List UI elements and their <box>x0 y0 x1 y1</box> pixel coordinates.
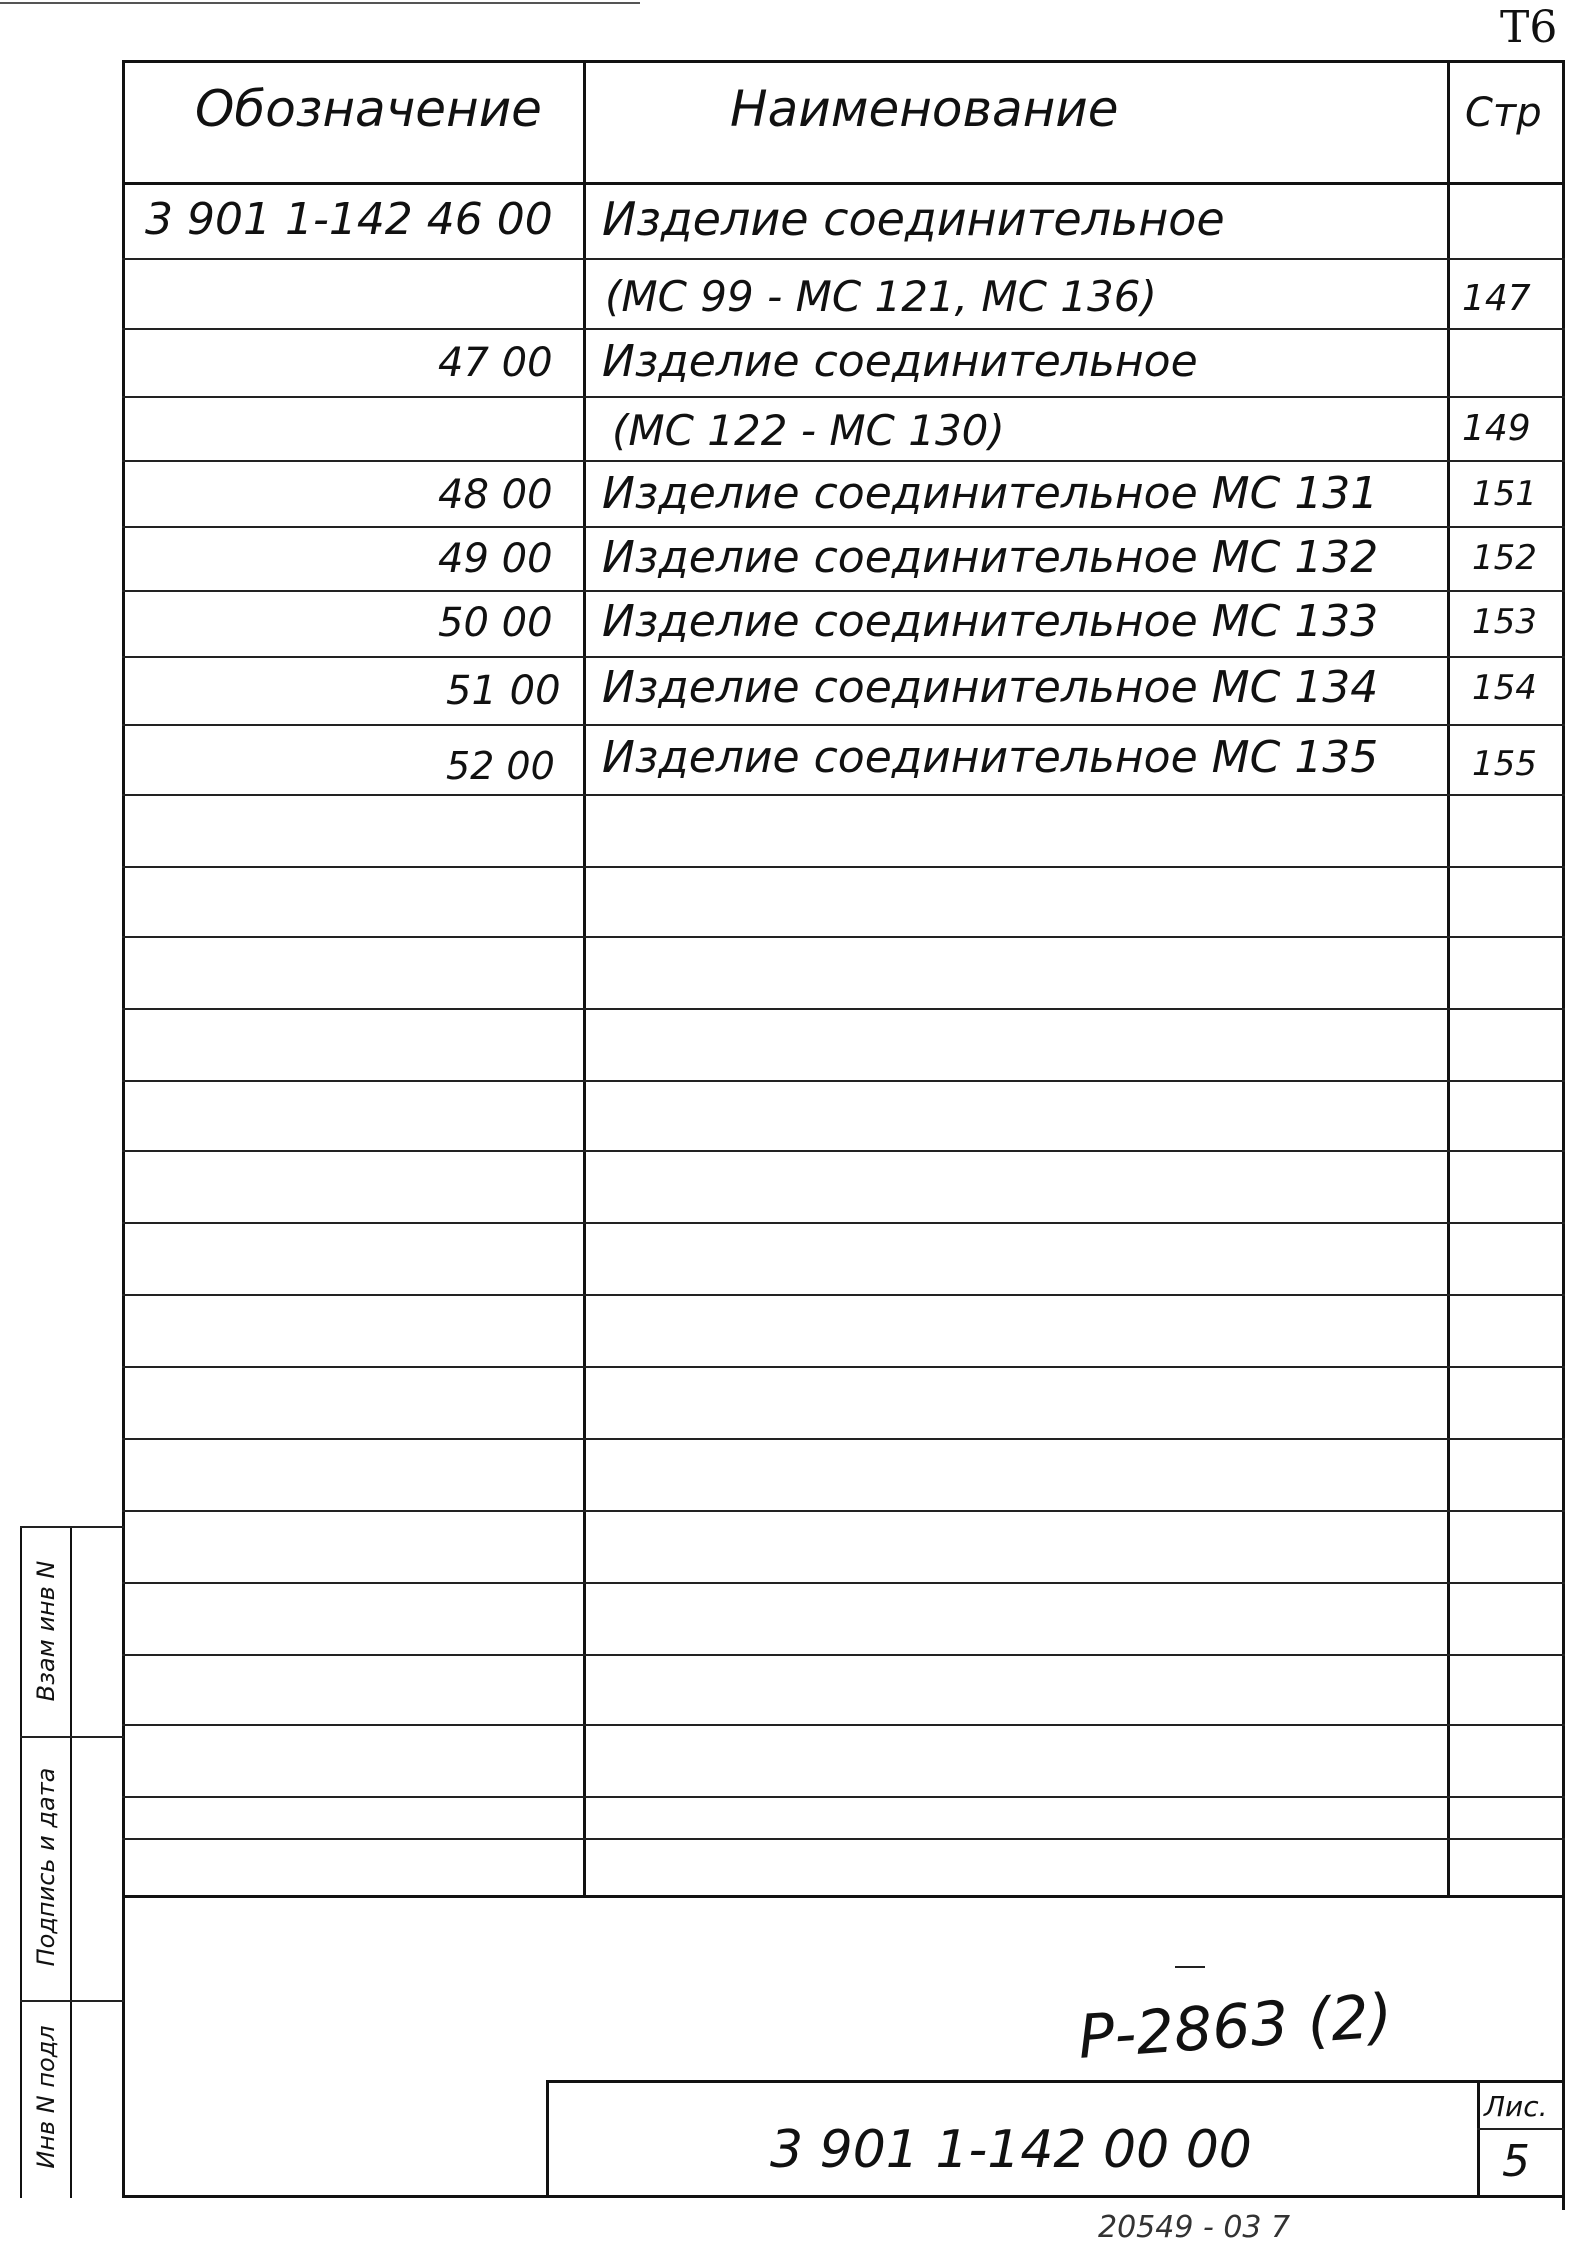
side-label-swap-inv: Взам инв N <box>32 1560 60 1702</box>
scan-edge-line <box>0 2 640 4</box>
row-page: 154 <box>1472 668 1537 708</box>
row-code: 49 00 <box>438 536 553 582</box>
row-line <box>122 590 1565 592</box>
row-code: 51 00 <box>446 668 561 714</box>
row-line <box>122 526 1565 528</box>
frame-bottom-border <box>122 2195 1565 2198</box>
stamp-left-line <box>546 2080 549 2197</box>
row-line <box>122 1438 1565 1440</box>
row-code: 3 901 1-142 46 00 <box>145 194 553 245</box>
row-code: 50 00 <box>438 600 553 646</box>
column-divider-1 <box>583 60 586 1897</box>
handwritten-dash <box>1175 1966 1205 1968</box>
header-page: Стр <box>1465 90 1542 136</box>
row-line <box>122 1222 1565 1224</box>
row-page: 147 <box>1462 278 1531 319</box>
row-line <box>122 328 1565 330</box>
row-line <box>122 1582 1565 1584</box>
row-name: Изделие соединительное МС 131 <box>602 468 1379 519</box>
row-line <box>122 1724 1565 1726</box>
footer-archive-number: 20549 - 03 7 <box>1098 2210 1291 2245</box>
stamp-sheet-line <box>1477 2128 1564 2130</box>
row-name: Изделие соединительное МС 135 <box>602 732 1379 783</box>
row-line <box>122 1150 1565 1152</box>
row-name: Изделие соединительное <box>602 192 1225 246</box>
row-line <box>122 258 1565 260</box>
column-divider-2 <box>1447 60 1450 1897</box>
row-page: 149 <box>1462 408 1531 449</box>
row-line <box>122 1008 1565 1010</box>
row-code: 48 00 <box>438 472 553 518</box>
row-page: 155 <box>1472 744 1537 784</box>
row-line <box>122 1510 1565 1512</box>
row-line <box>122 460 1565 462</box>
row-page: 152 <box>1472 538 1537 578</box>
frame-right-border <box>1562 60 1565 2210</box>
frame-left-border <box>122 62 125 2197</box>
row-page: 151 <box>1472 474 1537 514</box>
row-name: (МС 99 - МС 121, МС 136) <box>605 272 1157 321</box>
row-line <box>122 724 1565 726</box>
row-line <box>122 1080 1565 1082</box>
row-name: Изделие соединительное МС 132 <box>602 532 1379 583</box>
table-bottom-line <box>122 1895 1565 1898</box>
row-line <box>122 1366 1565 1368</box>
frame-top-border <box>122 60 1565 63</box>
row-name: Изделие соединительное МС 133 <box>602 596 1379 647</box>
row-line <box>122 1796 1565 1798</box>
handwritten-mark: Р-2863 (2) <box>1075 1981 1395 2073</box>
row-line <box>122 866 1565 868</box>
side-stamp-divider <box>70 1526 72 2198</box>
row-line <box>122 1838 1565 1840</box>
corner-mark: Т6 <box>1500 2 1558 53</box>
header-bottom-line <box>122 182 1565 185</box>
stamp-sheet-divider <box>1477 2080 1480 2197</box>
stamp-sheet-number: 5 <box>1502 2136 1530 2187</box>
stamp-top-line <box>546 2080 1564 2083</box>
row-line <box>122 656 1565 658</box>
row-line <box>122 794 1565 796</box>
stamp-sheet-label: Лис. <box>1484 2090 1548 2123</box>
side-label-sign-date: Подпись и дата <box>32 1767 60 1967</box>
row-line <box>122 936 1565 938</box>
row-name: Изделие соединительное <box>602 336 1198 387</box>
row-line <box>122 1294 1565 1296</box>
side-stamp-left-border <box>20 1526 22 2198</box>
side-label-inv-orig: Инв N подл <box>32 2025 60 2169</box>
row-name: (МС 122 - МС 130) <box>612 406 1005 455</box>
row-page: 153 <box>1472 602 1537 642</box>
row-line <box>122 1654 1565 1656</box>
row-line <box>122 396 1565 398</box>
stamp-document-code: 3 901 1-142 00 00 <box>770 2120 1252 2180</box>
row-name: Изделие соединительное МС 134 <box>602 662 1379 713</box>
header-name: Наименование <box>730 80 1119 138</box>
row-code: 47 00 <box>438 340 553 386</box>
header-designation: Обозначение <box>195 80 542 138</box>
row-code: 52 00 <box>446 744 555 788</box>
